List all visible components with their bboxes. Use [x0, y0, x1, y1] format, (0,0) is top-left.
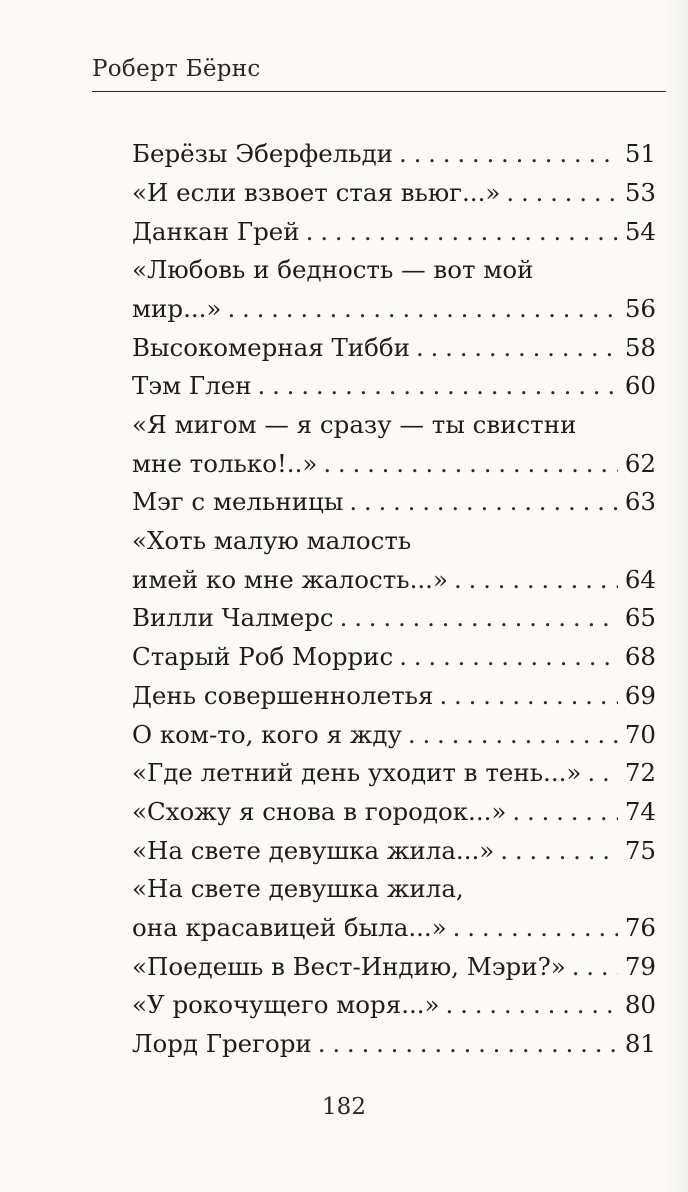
toc-line: [132, 476, 656, 515]
dot-leader: [227, 297, 618, 322]
toc-line: [132, 824, 656, 863]
dot-leader: [318, 1032, 618, 1057]
toc-line: [132, 670, 656, 709]
page-number: 182: [322, 1094, 366, 1120]
header-rule: [92, 91, 666, 92]
toc-entry-page: 64: [624, 564, 656, 594]
toc-entry-title: мир...»: [132, 293, 222, 323]
toc-entry-title: Берёзы Эберфельди: [132, 139, 394, 169]
toc-line: [132, 554, 656, 593]
toc-entry-page: 70: [624, 719, 656, 749]
toc-entry-title: Высокомерная Тибби: [132, 332, 410, 362]
dot-leader: [258, 374, 618, 399]
toc-line: [132, 863, 656, 902]
toc-entry-page: 72: [624, 758, 656, 788]
dot-leader: [349, 490, 618, 515]
dot-leader: [572, 955, 618, 980]
toc-entry-page: 56: [624, 293, 656, 323]
dot-leader: [399, 142, 618, 167]
toc-entry-page: 80: [624, 990, 656, 1020]
toc-entry-title: «На свете девушка жила...»: [132, 835, 495, 865]
toc-entry-title: «Хоть малую малость: [132, 526, 412, 556]
toc-line: [132, 360, 656, 399]
toc-line: [132, 708, 656, 747]
toc-entry-page: 79: [624, 951, 656, 981]
toc-entry-page: 60: [624, 371, 656, 401]
toc-line: [132, 244, 656, 283]
dot-leader: [323, 452, 618, 477]
toc-line: [132, 747, 656, 786]
toc-entry-page: 63: [624, 487, 656, 517]
dot-leader: [454, 568, 618, 593]
toc-entry-title: Лорд Грегори: [132, 1029, 312, 1058]
toc-entry-title: День совершеннолетья: [132, 680, 434, 710]
toc-line: [132, 515, 656, 554]
toc-line: [132, 786, 656, 825]
dot-leader: [439, 684, 618, 709]
toc-line: [132, 321, 656, 360]
toc-entry-page: 51: [624, 139, 656, 169]
dot-leader: [587, 761, 618, 786]
toc-entry-page: 69: [624, 680, 656, 710]
running-head-author: Роберт Бёрнс: [92, 56, 261, 82]
toc-entry-title: Тэм Глен: [132, 371, 252, 401]
dot-leader: [416, 336, 618, 361]
toc-entry-page: 62: [624, 448, 656, 478]
toc-entry-page: 74: [624, 796, 656, 826]
toc-entry-title: «И если взвоет стая вьюг...»: [132, 177, 501, 207]
toc-line: [132, 1018, 656, 1057]
toc-line: [132, 592, 656, 631]
toc-entry-title: Вилли Чалмерс: [132, 603, 334, 633]
toc-line: [132, 399, 656, 438]
dot-leader: [408, 723, 618, 748]
toc-line: [132, 205, 656, 244]
toc-entry-title: Мэг с мельницы: [132, 487, 344, 517]
toc-entry-title: Данкан Грей: [132, 216, 300, 246]
toc-line: [132, 167, 656, 206]
toc-entry-page: 76: [624, 912, 656, 942]
toc-entry-title: мне только!..»: [132, 448, 318, 478]
dot-leader: [512, 800, 618, 825]
dot-leader: [340, 606, 618, 631]
toc-entry-title: «У рокочущего моря...»: [132, 990, 440, 1020]
dot-leader: [399, 645, 618, 670]
dot-leader: [506, 181, 618, 206]
toc-entry-title: имей ко мне жалость...»: [132, 564, 448, 594]
toc-line: [132, 283, 656, 322]
toc-entry-page: 75: [624, 835, 656, 865]
toc-entry-page: 58: [624, 332, 656, 362]
toc-line: [132, 940, 656, 979]
toc-entry-page: 53: [624, 177, 656, 207]
toc-entry-title: «Любовь и бедность — вот мой: [132, 255, 534, 285]
toc-entry-title: Старый Роб Моррис: [132, 642, 394, 672]
dot-leader: [500, 839, 618, 864]
toc-entry-title: «Схожу я снова в городок...»: [132, 796, 507, 826]
dot-leader: [446, 993, 618, 1018]
toc-entry-title: «На свете девушка жила,: [132, 874, 464, 904]
toc-line: [132, 631, 656, 670]
toc-line: [132, 902, 656, 941]
toc-entry-page: 65: [624, 603, 656, 633]
page-edge-shadow: [664, 0, 688, 1192]
toc-entry-title: «Поедешь в Вест-Индию, Мэри?»: [132, 951, 566, 981]
toc-entry-title: «Я мигом — я сразу — ты свистни: [132, 410, 577, 439]
table-of-contents: [132, 128, 656, 1057]
toc-entry-title: О ком-то, кого я жду: [132, 719, 402, 749]
toc-line: [132, 438, 656, 477]
toc-line: [132, 979, 656, 1018]
toc-line: [132, 128, 656, 167]
toc-entry-page: 68: [624, 642, 656, 672]
toc-entry-page: 81: [624, 1029, 656, 1058]
toc-entry-title: «Где летний день уходит в тень...»: [132, 758, 582, 788]
dot-leader: [453, 916, 618, 941]
dot-leader: [306, 220, 618, 245]
toc-entry-page: 54: [624, 216, 656, 246]
toc-entry-title: она красавицей была...»: [132, 912, 447, 942]
